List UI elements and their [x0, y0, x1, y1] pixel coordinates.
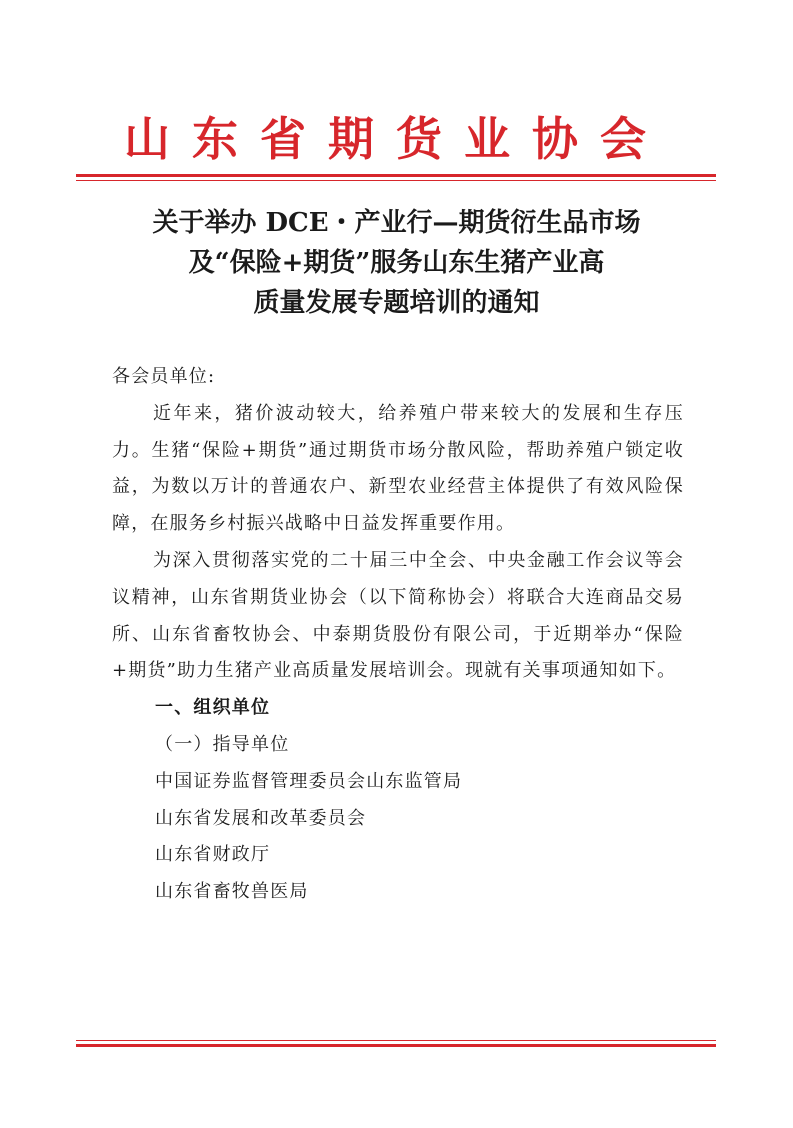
guiding-unit-item: 山东省发展和改革委员会 — [155, 807, 367, 829]
salutation: 各会员单位: — [112, 366, 216, 387]
guiding-unit-item: 山东省畜牧兽医局 — [155, 881, 309, 903]
notice-title-line-1: 关于举办 DCE・产业行—期货衍生品市场 — [152, 208, 641, 238]
organization-name: 山东省期货业协会 — [124, 112, 668, 166]
footer-divider-thick — [76, 1044, 716, 1047]
section-heading-organizers: 一、组织单位 — [155, 697, 271, 719]
footer-divider — [76, 1040, 716, 1047]
subsection-heading-guiding-units: （一）指导单位 — [155, 733, 290, 755]
footer-divider-thin — [76, 1040, 716, 1041]
notice-body — [112, 359, 684, 911]
paragraph-background: 近年来，猪价波动较大，给养殖户带来较大的发展和生存压力。生猪“保险+期货”通过期货市场分散风险，帮助养殖户锁定收益，为数以万计的普通农户、新型农业经营主体提供了有效风险保障，在服务乡村振兴战略中日益发挥重要作用。 — [112, 402, 684, 535]
notice-title-line-3: 质量发展专题培训的通知 — [253, 288, 540, 318]
guiding-unit-item: 山东省财政厅 — [155, 844, 271, 866]
header-divider-thin — [76, 180, 716, 181]
guiding-unit-item: 中国证券监督管理委员会山东监管局 — [155, 770, 463, 792]
paragraph-purpose: 为深入贯彻落实党的二十届三中全会、中央金融工作会议等会议精神，山东省期货业协会（以下简称协会）将联合大连商品交易所、山东省畜牧协会、中泰期货股份有限公司，于近期举办“保险+期货”助力生猪产业高质量发展培训会。现就有关事项通知如下。 — [112, 549, 684, 682]
header-divider-thick — [76, 174, 716, 177]
notice-title-line-2: 及“保险+期货”服务山东生猪产业高 — [188, 248, 605, 278]
header-divider — [76, 174, 716, 181]
notice-title — [100, 203, 693, 323]
